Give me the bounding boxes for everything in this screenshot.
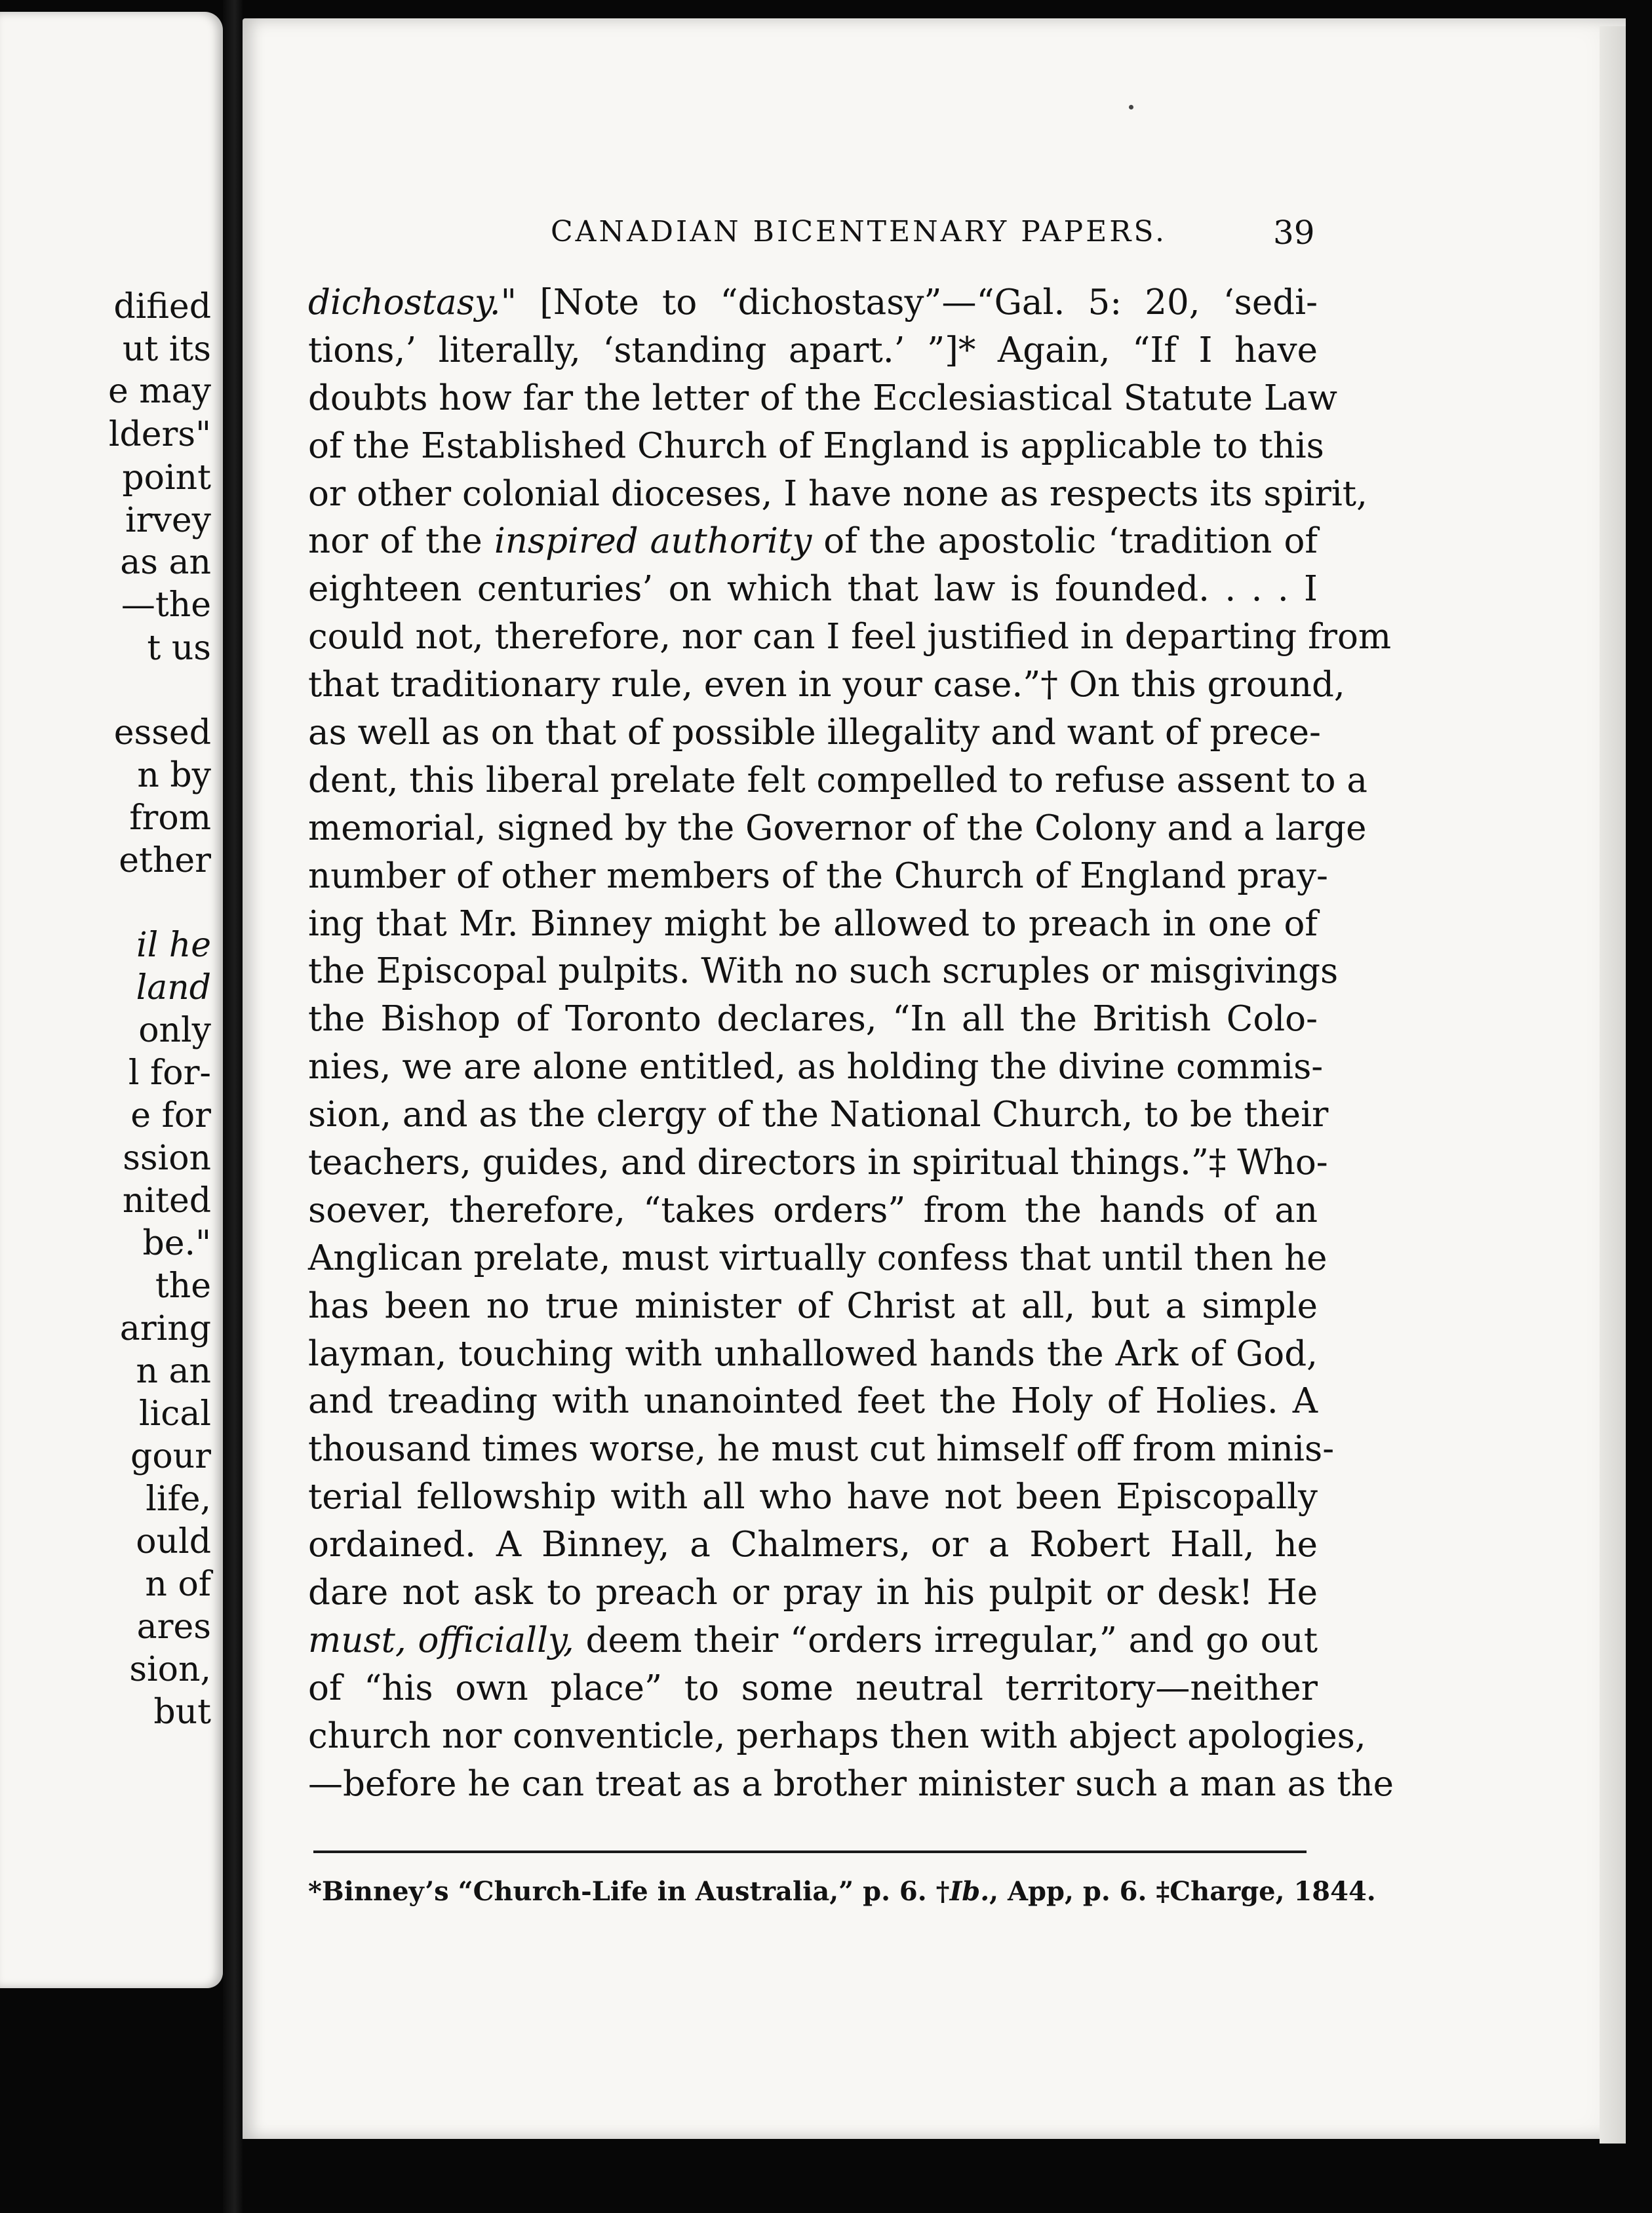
text-segment: church nor conventicle, perhaps then with abject apologies, [308, 1715, 1366, 1756]
italic-text: inspired authority [494, 521, 812, 562]
text-segment: nor of the [308, 521, 494, 562]
left-page-line: as an [120, 543, 211, 582]
text-line [308, 757, 1367, 805]
text-line [308, 518, 1318, 566]
text-line [308, 471, 1367, 519]
left-page-line: be." [142, 1224, 211, 1263]
left-page-line: only [138, 1011, 211, 1050]
footnote-2-ref: , App, p. 6. [989, 1876, 1147, 1907]
left-page-line: aring [119, 1309, 211, 1348]
left-page-line: gour [130, 1437, 211, 1476]
text-line [308, 1331, 1318, 1379]
left-page-line: life, [146, 1479, 211, 1519]
text-segment: soever, therefore, “takes orders” from the hands of an [308, 1190, 1318, 1230]
text-line [308, 1235, 1328, 1283]
left-page-line: lders" [108, 415, 211, 454]
text-line [308, 566, 1318, 614]
left-page-line: point [122, 458, 211, 498]
text-line [308, 1665, 1318, 1713]
text-line [308, 1139, 1328, 1187]
footnote-2-ibid: Ib. [949, 1876, 990, 1907]
text-line [308, 1091, 1329, 1139]
left-page-line: but [153, 1693, 211, 1732]
text-line [308, 423, 1324, 471]
left-page-fragment [0, 12, 223, 1988]
text-segment: could not, therefore, nor can I feel justified in departing from [308, 617, 1392, 657]
text-line [308, 1426, 1335, 1474]
left-page-line: il he [136, 926, 211, 965]
left-page-line: essed [113, 713, 211, 753]
left-page-line: land [136, 968, 211, 1008]
text-line [308, 709, 1321, 757]
text-segment: eighteen centuries’ on which that law is founded. . . . I [308, 569, 1318, 610]
text-segment: " [Note to “dichostasy”—“Gal. 5: 20, ‘sedi- [500, 283, 1318, 323]
text-line [308, 1378, 1318, 1426]
text-segment: thousand times worse, he must cut himself off from minis- [308, 1429, 1335, 1470]
footnote-rule [313, 1851, 1307, 1853]
footnotes [308, 1876, 1376, 1907]
text-segment: the Episcopal pulpits. With no such scruples or misgivings [308, 951, 1339, 992]
text-line [308, 1617, 1318, 1665]
left-page-line: ould [136, 1522, 211, 1561]
text-line [308, 375, 1337, 423]
text-segment: of “his own place” to some neutral territory—neither [308, 1668, 1318, 1708]
italic-text: dichostasy. [308, 283, 501, 323]
text-segment: of the apostolic ‘tradition of [812, 521, 1318, 562]
left-page-line: dified [113, 287, 211, 326]
running-head: CANADIAN BICENTENARY PAPERS. [551, 215, 1167, 248]
text-line [308, 996, 1318, 1044]
text-segment: terial fellowship with all who have not been Episcopally [308, 1477, 1318, 1518]
left-page-line: e may [108, 372, 211, 411]
text-segment: dare not ask to preach or pray in his pulpit or desk! He [308, 1573, 1318, 1613]
text-line [308, 1521, 1318, 1569]
left-page-line: ether [119, 841, 211, 880]
text-line [308, 1044, 1324, 1091]
text-segment: layman, touching with unhallowed hands the Ark of God, [308, 1333, 1318, 1374]
left-page-line: l for- [128, 1053, 211, 1093]
left-page-line: ut its [122, 330, 211, 369]
text-line [308, 1761, 1394, 1809]
italic-text: must, officially, [308, 1620, 574, 1660]
text-segment: as well as on that of possible illegality and want of prece- [308, 713, 1321, 753]
text-segment: or other colonial dioceses, I have none as respects its spirit, [308, 473, 1367, 514]
text-segment: and treading with unanointed feet the Holy of Holies. A [308, 1381, 1318, 1422]
left-page-line: nited [122, 1181, 211, 1221]
text-segment: ordained. A Binney, a Chalmers, or a Robert Hall, he [308, 1525, 1318, 1565]
dagger-symbol: † [935, 1876, 950, 1907]
left-page-line: lical [138, 1394, 211, 1434]
text-segment: memorial, signed by the Governor of the Colony and a large [308, 808, 1367, 848]
page-edge [1600, 26, 1626, 2144]
left-page-line: n an [136, 1352, 211, 1391]
text-segment: —before he can treat as a brother minister such a man as the [308, 1763, 1394, 1804]
text-line [308, 805, 1367, 853]
text-line [308, 327, 1318, 375]
text-line [308, 1187, 1318, 1235]
left-page-line: ssion [123, 1139, 211, 1178]
text-line [308, 948, 1339, 996]
print-speck [1129, 105, 1133, 109]
left-page-line: sion, [129, 1650, 211, 1689]
left-page-line: t us [147, 629, 211, 668]
footnote-3: ‡Charge, 1844. [1156, 1876, 1376, 1907]
text-segment: of the Established Church of England is applicable to this [308, 425, 1324, 466]
footnote-2 [936, 1876, 1147, 1907]
text-segment: number of other members of the Church of England pray- [308, 855, 1328, 896]
text-segment: the Bishop of Toronto declares, “In all the British Colo- [308, 999, 1318, 1040]
text-segment: ing that Mr. Binney might be allowed to preach in one of [308, 903, 1318, 944]
left-page-line: the [155, 1266, 211, 1306]
text-segment: teachers, guides, and directors in spiritual things.”‡ Who- [308, 1143, 1328, 1183]
left-page-line: from [129, 798, 211, 838]
text-line [308, 614, 1392, 661]
left-page-line: e for [130, 1096, 211, 1135]
left-page-line: n by [137, 756, 211, 795]
body-text [308, 279, 1394, 1809]
text-line [308, 901, 1318, 949]
text-segment: dent, this liberal prelate felt compelled to refuse assent to a [308, 760, 1367, 800]
book-gutter [223, 0, 243, 2213]
text-segment: tions,’ literally, ‘standing apart.’ ”]* Again, “If I have [308, 330, 1318, 370]
text-segment: has been no true minister of Christ at all, but a simple [308, 1285, 1318, 1326]
text-line [308, 853, 1328, 901]
footnote-1: *Binney’s “Church-Life in Australia,” p. 6. [308, 1876, 927, 1907]
text-segment: that traditionary rule, even in your case.”† On this ground, [308, 665, 1345, 705]
text-line [308, 1713, 1366, 1761]
text-line [308, 661, 1345, 709]
left-page-line: irvey [125, 501, 211, 540]
left-page-line: —the [121, 585, 211, 625]
text-segment: sion, and as the clergy of the National Church, to be their [308, 1095, 1329, 1135]
text-line [308, 1569, 1318, 1617]
text-segment: Anglican prelate, must virtually confess that until then he [308, 1238, 1328, 1278]
left-page-line: n of [145, 1565, 211, 1604]
text-line [308, 279, 1318, 327]
text-segment: nies, we are alone entitled, as holding the divine commis- [308, 1047, 1324, 1087]
text-line [308, 1283, 1318, 1331]
text-segment: doubts how far the letter of the Ecclesiastical Statute Law [308, 378, 1337, 418]
text-segment: deem their “orders irregular,” and go out [574, 1620, 1318, 1660]
text-line [308, 1474, 1318, 1521]
page-number: 39 [1273, 214, 1315, 252]
left-page-line: ares [136, 1607, 211, 1647]
